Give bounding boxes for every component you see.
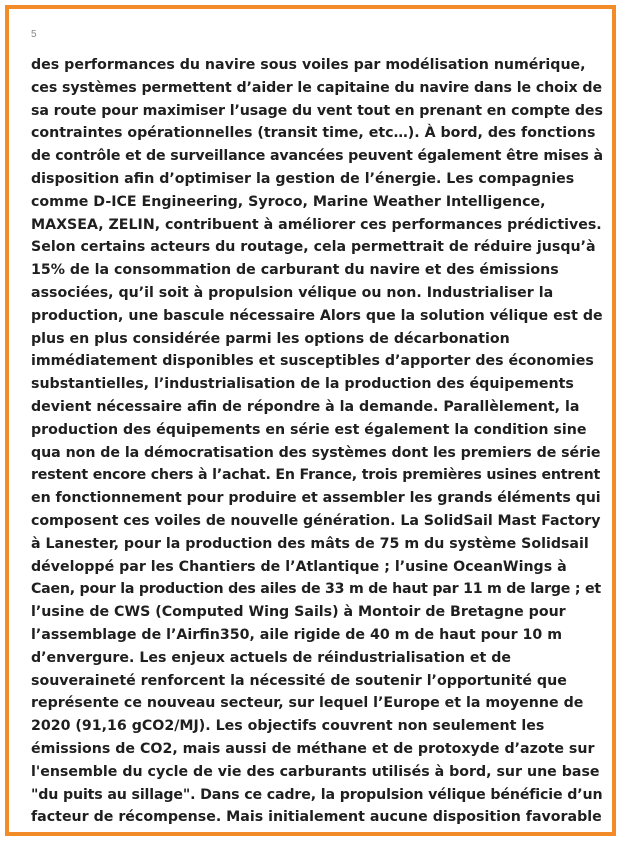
text-line: des performances du navire sous voiles par modélisation numérique, [31, 57, 586, 73]
page-frame [5, 5, 616, 836]
text-line: associées, qu’il soit à propulsion vélique ou non. Industrialiser la [31, 284, 554, 301]
body-paragraph [31, 54, 603, 829]
page-number: 5 [31, 29, 37, 40]
text-line: en fonctionnement pour produire et assembler les grands éléments qui [31, 490, 601, 507]
text-line: disposition afin d’optimiser la gestion de l’énergie. Les compagnies [31, 170, 575, 187]
text-line: de contrôle et de surveillance avancées peuvent également être mises à [31, 148, 603, 165]
text-line: représente ce nouveau secteur, sur lequel l’Europe et la moyenne de [31, 695, 584, 712]
text-line: 2020 (91,16 gCO2/MJ). Les objectifs couvrent non seulement les [31, 718, 545, 735]
text-line: 15% de la consommation de carburant du navire et des émissions [31, 262, 559, 279]
text-line: d’envergure. Les enjeux actuels de réindustrialisation et de [31, 649, 512, 666]
text-line: émissions de CO2, mais aussi de méthane et de protoxyde d’azote sur [31, 740, 595, 757]
text-line: l’usine de CWS (Computed Wing Sails) à Montoir de Bretagne pour [31, 604, 566, 621]
text-line: comme D-ICE Engineering, Syroco, Marine Weather Intelligence, [31, 193, 546, 210]
text-line: restent encore chers à l’achat. En France, trois premières usines entrent [31, 467, 601, 484]
text-line: ces systèmes permettent d’aider le capitaine du navire dans le choix de [31, 79, 603, 96]
text-line: MAXSEA, ZELIN, contribuent à améliorer ces performances prédictives. [31, 216, 602, 233]
text-line: contraintes opérationnelles (transit time, etc…). À bord, des fonctions [31, 125, 596, 142]
text-line: production, une bascule nécessaire Alors que la solution vélique est de [31, 307, 603, 324]
text-line: devient nécessaire afin de répondre à la demande. Parallèlement, la [31, 398, 580, 415]
text-line: substantielles, l’industrialisation de la production des équipements [31, 376, 574, 393]
text-line: Caen, pour la production des ailes de 33 m de haut par 11 m de large ; et [31, 581, 601, 598]
text-line: production des équipements en série est également la condition sine [31, 421, 587, 438]
text-line: sa route pour maximiser l’usage du vent tout en prenant en compte des [31, 102, 603, 119]
text-line: "du puits au sillage". Dans ce cadre, la propulsion vélique bénéficie d’un [31, 786, 603, 803]
text-line: Selon certains acteurs du routage, cela permettrait de réduire jusqu’à [31, 239, 596, 256]
text-line: l'ensemble du cycle de vie des carburants utilisés à bord, sur une base [31, 763, 600, 780]
text-line: qua non de la démocratisation des systèmes dont les premiers de série [31, 444, 601, 461]
text-line: l’assemblage de l’Airfin350, aile rigide de 40 m de haut pour 10 m [31, 626, 562, 643]
text-line: composent ces voiles de nouvelle génération. La SolidSail Mast Factory [31, 512, 601, 529]
text-line: souveraineté renforcent la nécessité de soutenir l’opportunité que [31, 672, 567, 689]
text-line: plus en plus considérée parmi les options de décarbonation [31, 330, 510, 347]
text-line: développé par les Chantiers de l’Atlantique ; l’usine OceanWings à [31, 558, 567, 575]
text-line: immédiatement disponibles et susceptibles d’apporter des économies [31, 353, 594, 370]
text-line: facteur de récompense. Mais initialement aucune disposition favorable [31, 809, 602, 826]
text-line: à Lanester, pour la production des mâts de 75 m du système Solidsail [31, 535, 589, 552]
